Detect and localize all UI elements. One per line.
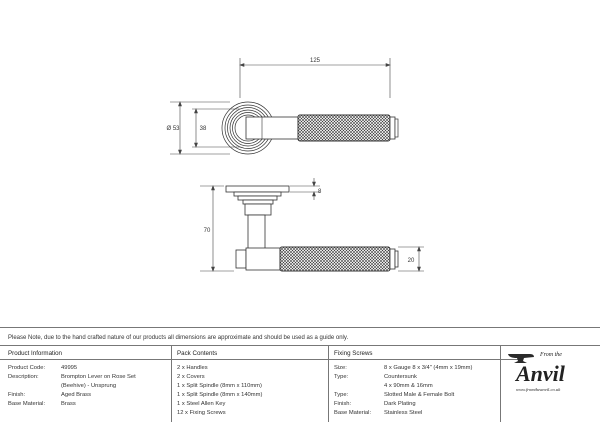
divider-col3 <box>500 345 501 422</box>
finish-value: Aged Brass <box>61 392 91 398</box>
logo-url: www.fromtheanvil.co.uk <box>516 387 561 392</box>
dimension-length-label: 125 <box>309 58 321 64</box>
dimension-length <box>240 58 390 98</box>
finish-label: Finish: <box>8 392 26 398</box>
base-material-label: Base Material: <box>8 401 46 407</box>
description-label: Description: <box>8 374 39 380</box>
pack-item: 1 x Steel Allen Key <box>177 401 226 407</box>
pack-contents-title: Pack Contents <box>177 350 218 357</box>
dimension-projection-label: 70 <box>203 228 211 234</box>
size-label: Size: <box>334 365 347 371</box>
dimension-rose-depth <box>290 178 320 200</box>
pack-item: 2 x Covers <box>177 374 205 380</box>
type-value: Countersunk <box>384 374 417 380</box>
side-view <box>226 186 398 271</box>
pack-item: 2 x Handles <box>177 365 208 371</box>
lever-top <box>246 115 398 141</box>
disclaimer-note: Please Note, due to the hand crafted nature of our products all dimensions are approximate and should be used as a guide only. <box>8 335 349 341</box>
description-value: Brompton Lever on Rose Set <box>61 374 136 380</box>
bolt-size-value: 4 x 90mm & 16mm <box>384 383 433 389</box>
logo-brand: Anvil <box>516 361 565 386</box>
product-code-label: Product Code: <box>8 365 46 371</box>
screw-finish-value: Dark Plating <box>384 401 416 407</box>
bolt-type-label: Type: <box>334 392 349 398</box>
pack-item: 12 x Fixing Screws <box>177 410 226 416</box>
base-material-value: Brass <box>61 401 76 407</box>
dimension-rose-outer-label: Ø 53 <box>166 126 180 132</box>
size-value: 8 x Gauge 8 x 3/4" (4mm x 19mm) <box>384 365 473 371</box>
dimension-rose-depth-label: 8 <box>318 189 322 195</box>
type-label: Type: <box>334 374 349 380</box>
product-code-value: 49995 <box>61 365 78 371</box>
divider-header <box>0 359 520 360</box>
pack-item: 1 x Split Spindle (8mm x 140mm) <box>177 392 263 398</box>
screw-material-label: Base Material: <box>334 410 372 416</box>
dimension-grip-label: 20 <box>407 258 415 264</box>
dimension-rose-inner-label: 38 <box>199 126 207 132</box>
divider-col2 <box>328 345 329 422</box>
brand-logo <box>502 347 598 421</box>
screw-material-value: Stainless Steel <box>384 410 423 416</box>
logo-from-text: From the <box>540 352 562 358</box>
fixing-screws-title: Fixing Screws <box>334 350 373 357</box>
top-view <box>166 58 398 154</box>
screw-finish-label: Finish: <box>334 401 352 407</box>
pack-item: 1 x Split Spindle (8mm x 110mm) <box>177 383 262 389</box>
product-info-title: Product Information <box>8 350 62 357</box>
divider-note <box>0 345 600 346</box>
divider-top <box>0 327 600 328</box>
bolt-type-value: Slotted Male & Female Bolt <box>384 392 455 398</box>
description-cont-value: (Beehive) - Unsprung <box>61 383 117 389</box>
divider-col1 <box>171 345 172 422</box>
